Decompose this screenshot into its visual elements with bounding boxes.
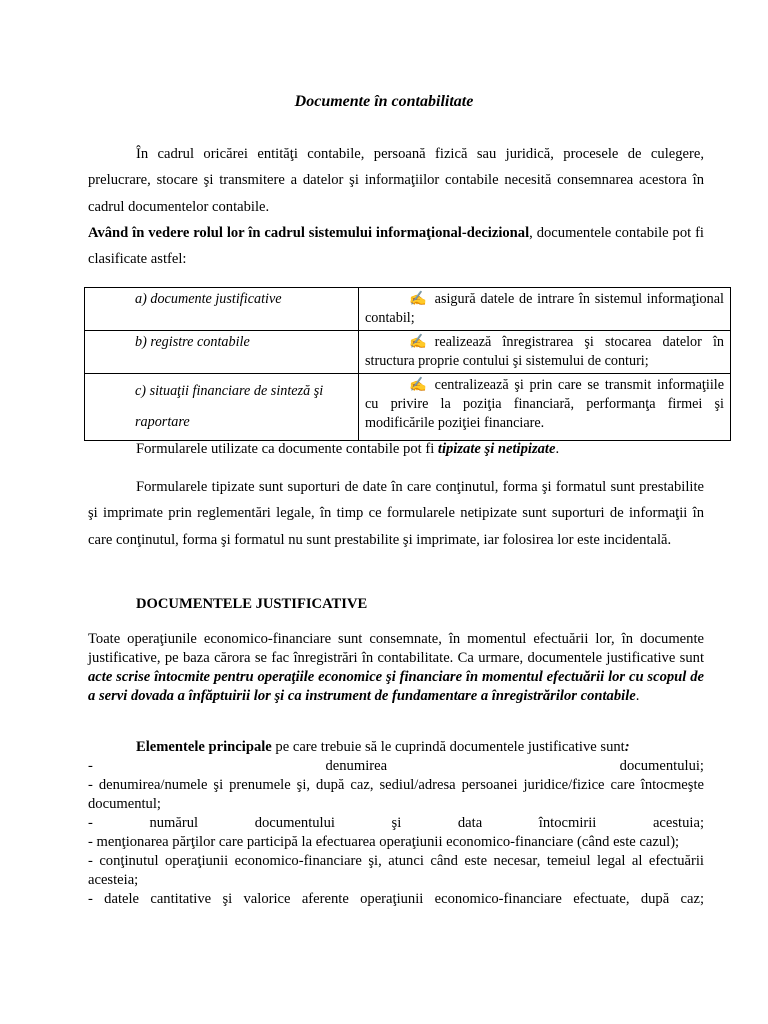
justificative-text: Toate operaţiunile economico-financiare sunt consemnate, în momentul efectuării lor, în documente justificative, pe baza cărora se fac înregistrări în contabilitate. Ca urmare, documentele justificative sunt	[88, 631, 704, 666]
writing-hand-icon: ✍	[409, 291, 427, 307]
row-label: a) documente justificative	[85, 288, 359, 331]
list-item: - denumirea/numele şi prenumele şi, după caz, sediul/adresa persoanei juridice/fizice care întocmeşte documentul;	[88, 777, 704, 812]
row-description-text: centralizează şi prin care se transmit informaţiile cu privire la poziţia financiară, performanţa firmei şi modificările poziţiei financiare.	[365, 377, 724, 431]
row-description	[359, 374, 731, 441]
list-item: - menţionarea părţilor care participă la efectuarea operaţiunii economico-financiare (când este cazul);	[88, 834, 680, 850]
formulare-emphasis: tipizate şi netipizate	[437, 441, 556, 457]
document-title: Documente în contabilitate	[294, 93, 474, 110]
row-description	[359, 331, 731, 374]
intro-rest-text: , documentele contabile pot fi clasificate astfel:	[88, 224, 704, 268]
intro-paragraph	[88, 141, 704, 272]
elements-colon: :	[624, 739, 630, 755]
table-row	[85, 288, 731, 331]
elements-list	[88, 738, 704, 909]
section-heading: DOCUMENTELE JUSTIFICATIVE	[136, 596, 368, 612]
justificative-end: .	[635, 688, 640, 704]
list-item: - denumirea documentului;	[88, 758, 704, 774]
writing-hand-icon: ✍	[409, 377, 427, 393]
elements-bold: Elementele principale	[136, 739, 272, 755]
list-item: - conţinutul operaţiunii economico-financiare şi, atunci când este necesar, temeiul legal al efectuării acesteia;	[88, 853, 704, 888]
formulare-paragraph	[88, 436, 704, 462]
formulare-definition-paragraph: Formularele tipizate sunt suporturi de date în care conţinutul, forma şi formatul sunt prestabilite şi imprimate prin reglementări legale, în timp ce formularele netipizate sunt suporturi de informaţii în care conţinutul, forma şi formatul nu sunt prestabilite şi imprimate, iar folosirea lor este incidentală.	[88, 479, 704, 548]
table-row	[85, 374, 731, 441]
intro-text: În cadrul oricărei entităţi contabile, persoană fizică sau juridică, procesele de culegere, prelucrare, stocare şi transmitere a datelor şi informaţiilor contabile necesită consemnarea acestora în cadrul documentelor contabile.	[88, 146, 704, 215]
formulare-text: Formularele utilizate ca documente contabile pot fi	[136, 441, 438, 457]
row-label: b) registre contabile	[85, 331, 359, 374]
row-description-text: asigură datele de intrare în sistemul informaţional contabil;	[365, 291, 724, 326]
classification-table	[84, 287, 731, 441]
list-item: - datele cantitative şi valorice aferente operaţiunii economico-financiare efectuate, după caz;	[88, 891, 704, 907]
justificative-definition: acte scrise întocmite pentru operaţiile economice şi financiare în momentul efectuării lor cu scopul de a servi dovada a înfăptuirii lor şi ca instrument de fundamentare a înregistrărilor contabile	[88, 669, 704, 704]
row-description	[359, 288, 731, 331]
list-item: - numărul documentului şi data întocmirii acestuia;	[88, 815, 704, 831]
row-description-text: realizează înregistrarea şi stocarea datelor în structura proprie contului şi sistemului de conturi;	[365, 334, 724, 369]
formulare-end: .	[555, 441, 560, 457]
elements-rest: pe care trebuie să le cuprindă documentele justificative sunt	[271, 739, 625, 755]
intro-bold-text: Având în vedere rolul lor în cadrul sistemului informaţional-decizional	[88, 224, 530, 241]
table-row	[85, 331, 731, 374]
elements-intro	[88, 738, 704, 757]
justificative-paragraph	[88, 630, 704, 706]
row-label: c) situaţii financiare de sinteză şi raportare	[85, 374, 359, 441]
writing-hand-icon: ✍	[409, 334, 427, 350]
